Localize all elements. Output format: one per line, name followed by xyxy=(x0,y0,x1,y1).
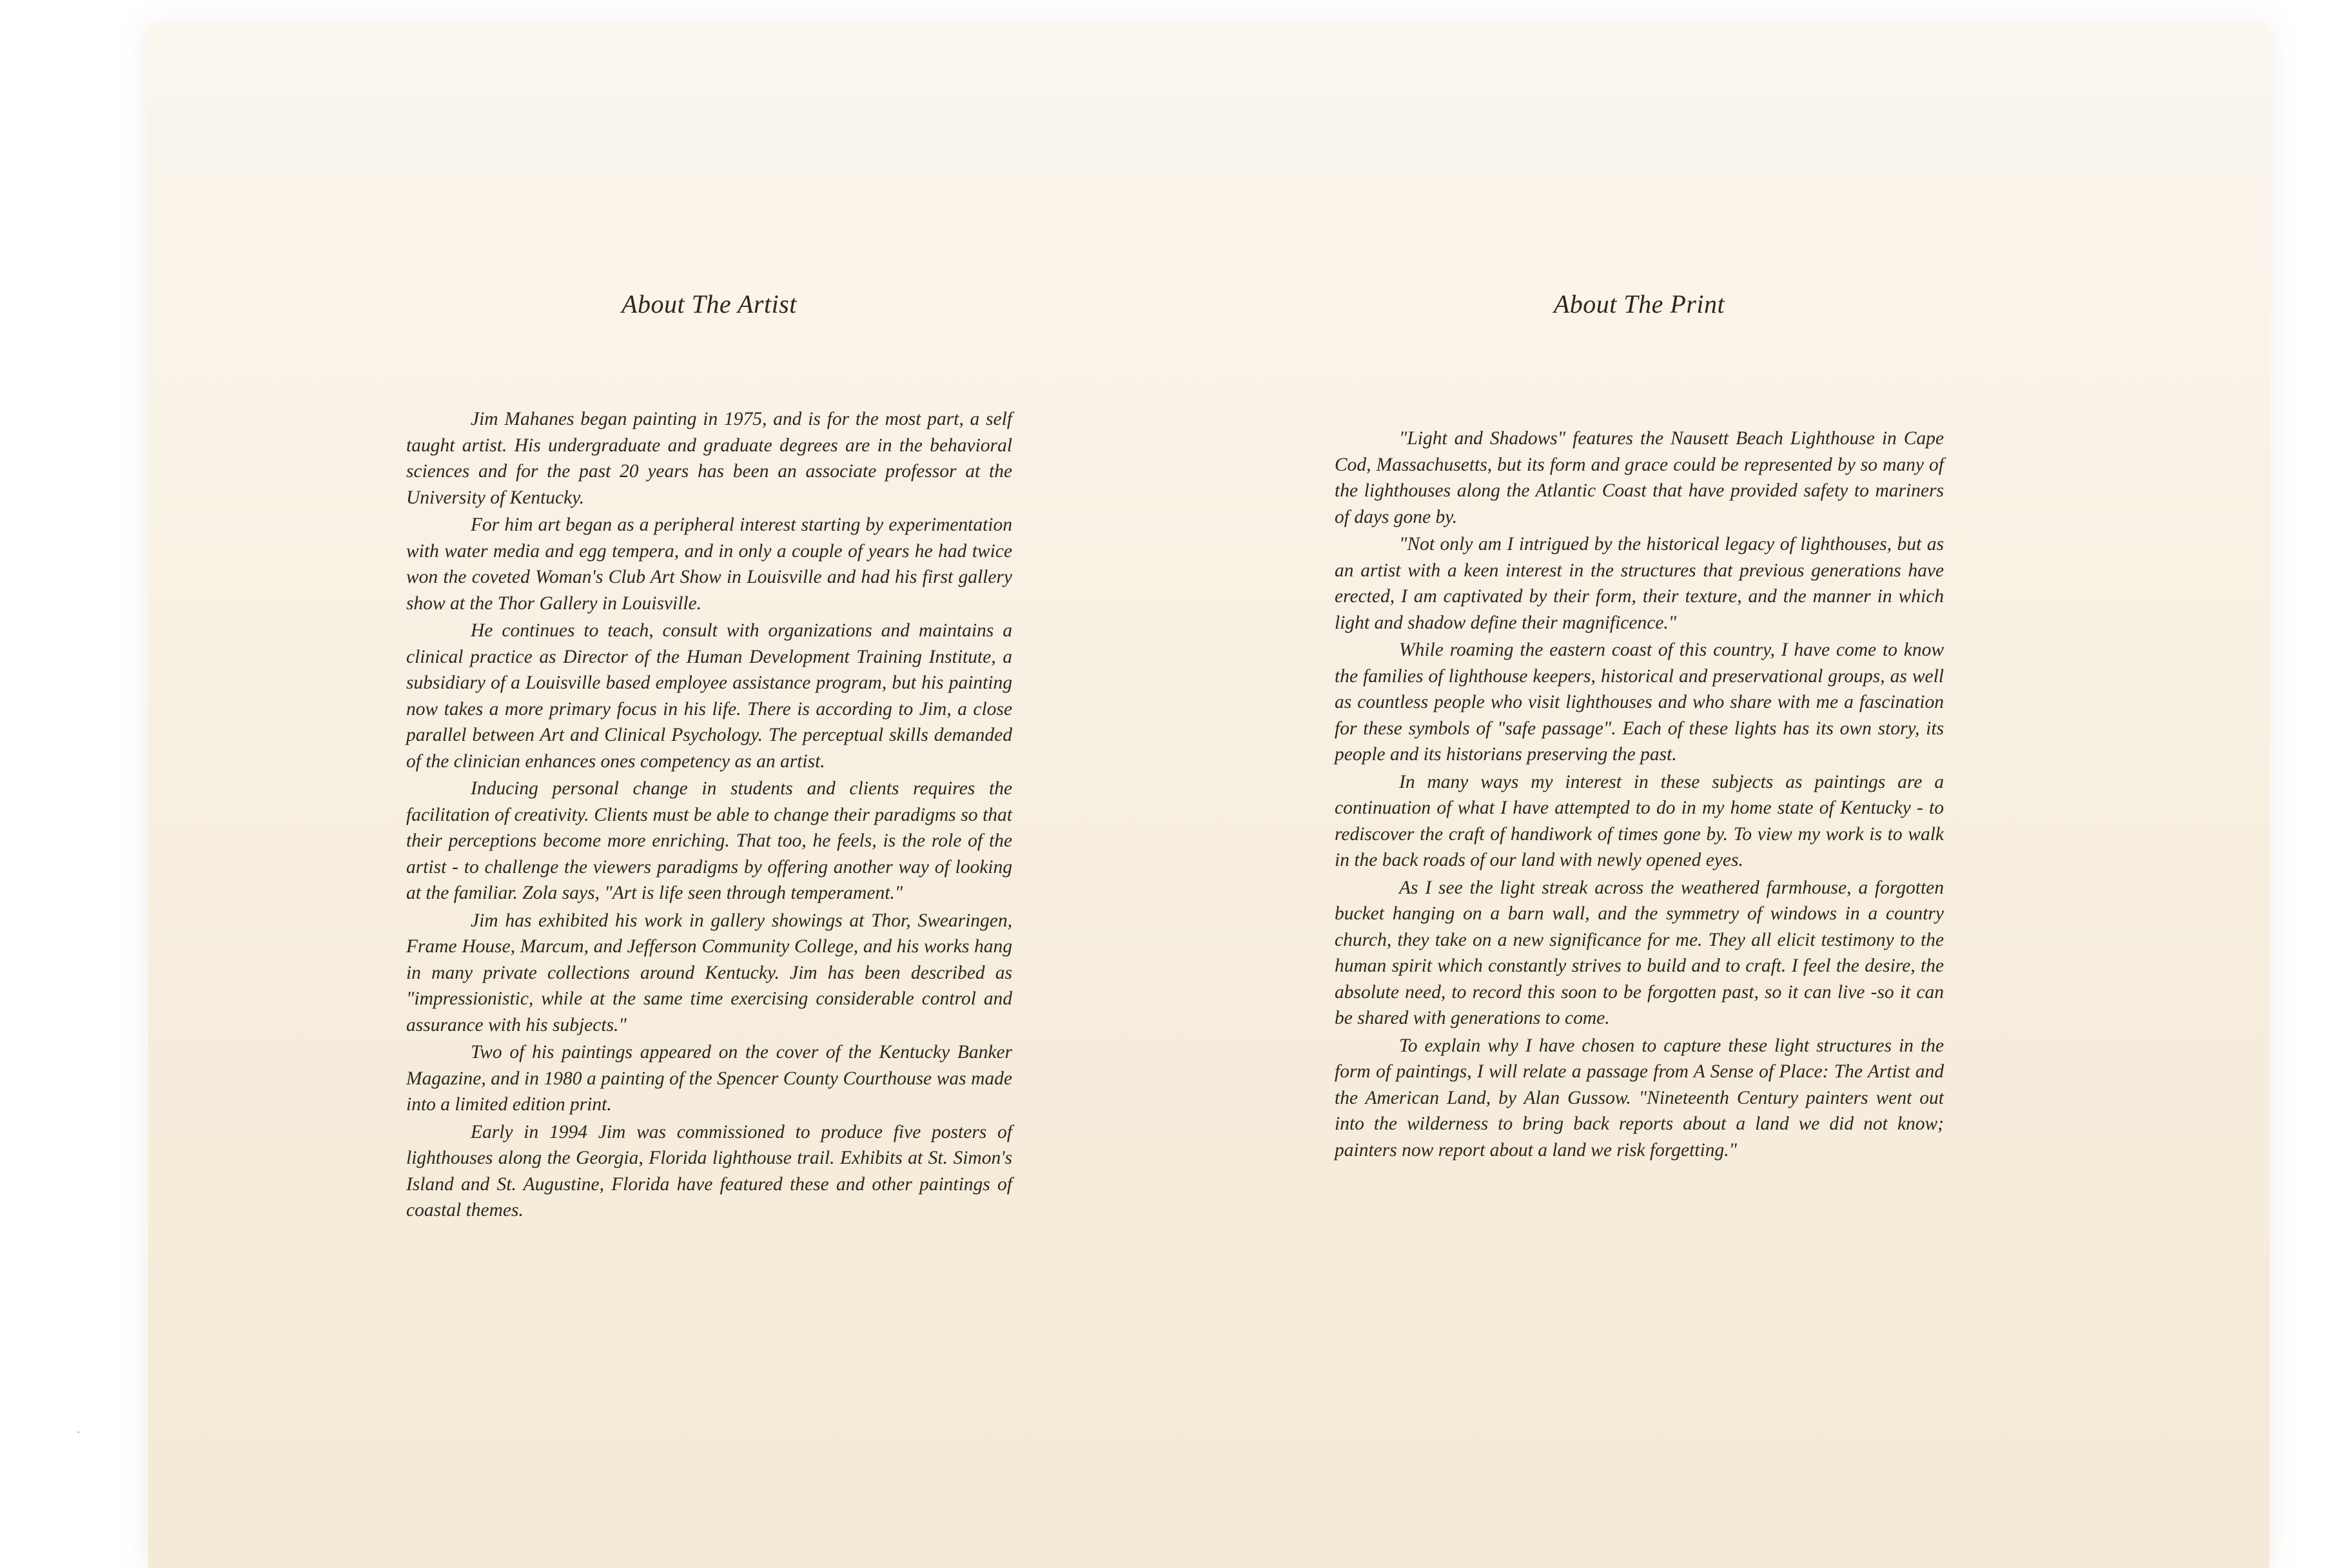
about-print-heading: About The Print xyxy=(1553,289,1725,318)
artist-paragraph: Inducing personal change in students and clients requires the facilitation of creativity. Clients must be able to change their paradigms so that their perceptions become more enriching. That too, he feels, is the role of the artist - to challenge the viewers paradigms by offering another way of looking at the familiar. Zola says, "Art is life seen through temperament." xyxy=(406,778,1012,903)
about-artist-heading: About The Artist xyxy=(622,289,797,318)
print-paragraph: While roaming the eastern coast of this country, I have come to know the families of lighthouse keepers, historical and preservational groups, as well as countless people who visit lighthouses and who share with me a fascination for these symbols of "safe passage". Each of these lights has its own story, its people and its historians preserving the past. xyxy=(1335,640,1944,765)
print-paragraph: "Not only am I intrigued by the historical legacy of lighthouses, but as an artist with a keen interest in the structures that previous generations have erected, I am captivated by their form, their texture, and the manner in which light and shadow define their magnificence." xyxy=(1335,534,1944,633)
artist-paragraph: Early in 1994 Jim was commissioned to produce five posters of lighthouses along the Georgia, Florida lighthouse trail. Exhibits at St. Simon's Island and St. Augustine, Florida have featured these and other paintings of coastal themes. xyxy=(406,1121,1012,1220)
print-paragraph: To explain why I have chosen to capture these light structures in the form of paintings, I will relate a passage from A Sense of Place: The Artist and the American Land, by Alan Gussow. "Nineteenth Century painters went out into the wilderness to bring back reports about a land we did not know; painters now report about a land we risk forgetting." xyxy=(1335,1035,1944,1161)
about-artist-column xyxy=(406,289,1012,1225)
about-print-column xyxy=(1335,289,1944,1164)
artist-paragraph: Jim has exhibited his work in gallery showings at Thor, Swearingen, Frame House, Marcum, and Jefferson Community College, and his works hang in many private collections around Kentucky. Jim has been described as "impressionistic, while at the same time exercising considerable control and assurance with his subjects." xyxy=(406,910,1012,1035)
print-paragraph: In many ways my interest in these subjects as paintings are a continuation of what I have attempted to do in my home state of Kentucky - to rediscover the craft of handiwork of times gone by. To view my work is to walk in the back roads of our land with newly opened eyes. xyxy=(1335,771,1944,870)
about-artist-body xyxy=(406,406,1012,1224)
artist-paragraph: Two of his paintings appeared on the cover of the Kentucky Banker Magazine, and in 1980 a painting of the Spencer County Courthouse was made into a limited edition print. xyxy=(406,1042,1012,1115)
print-paragraph: As I see the light streak across the weathered farmhouse, a forgotten bucket hanging on a barn wall, and the symmetry of windows in a country church, they take on a new significance for me. They all elicit testimony to the human spirit which constantly strives to build and to craft. I feel the desire, the absolute need, to record this soon to be forgotten past, so it can live -so it can be shared with generations to come. xyxy=(1335,877,1944,1028)
print-paragraph: "Light and Shadows" features the Nausett Beach Lighthouse in Cape Cod, Massachusetts, but its form and grace could be represented by so many of the lighthouses along the Atlantic Coast that have provided safety to mariners of days gone by. xyxy=(1335,428,1944,527)
artist-paragraph: For him art began as a peripheral interest starting by experimentation with water media and egg tempera, and in only a couple of years he had twice won the coveted Woman's Club Art Show in Louisville and had his first gallery show at the Thor Gallery in Louisville. xyxy=(406,514,1012,614)
about-print-body xyxy=(1335,426,1944,1163)
artist-paragraph: Jim Mahanes began painting in 1975, and is for the most part, a self taught artist. His undergraduate and graduate degrees are in the behavioral sciences and for the past 20 years has been an associate professor at the University of Kentucky. xyxy=(406,409,1012,508)
speck xyxy=(77,1431,79,1433)
artist-paragraph: He continues to teach, consult with organizations and maintains a clinical practice as Director of the Human Development Training Institute, a subsidiary of a Louisville based employee assistance program, but his painting now takes a more primary focus in his life. There is according to Jim, a close parallel between Art and Clinical Psychology. The perceptual skills demanded of the clinician enhances ones competency as an artist. xyxy=(406,620,1012,772)
